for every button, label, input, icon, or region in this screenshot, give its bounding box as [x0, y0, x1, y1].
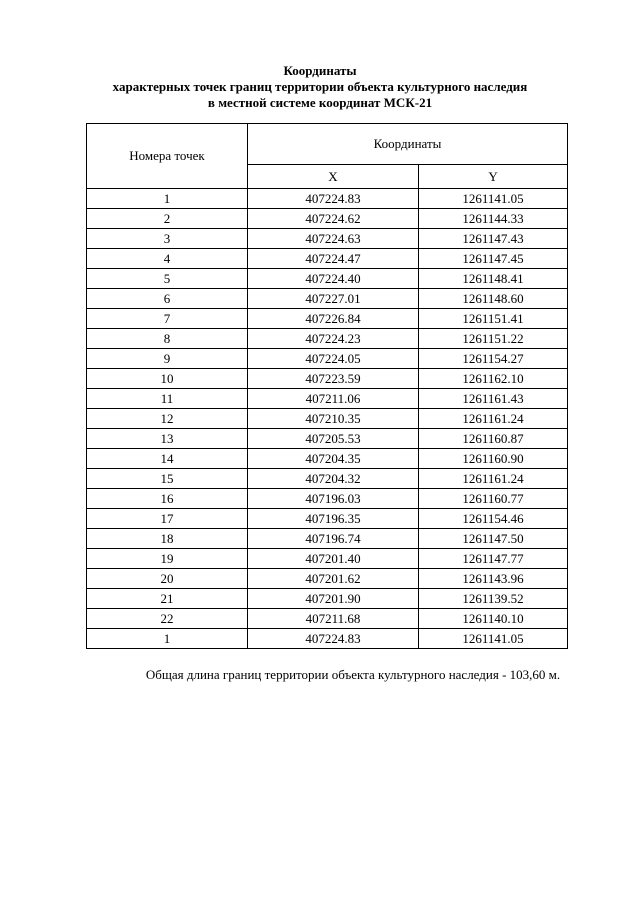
cell-y: 1261161.43: [419, 389, 568, 409]
cell-point-number: 1: [87, 629, 248, 649]
cell-x: 407201.90: [248, 589, 419, 609]
table-row: [87, 329, 568, 349]
doc-title: Координаты: [283, 63, 357, 78]
header-y: Y: [419, 165, 568, 189]
cell-x: 407224.83: [248, 629, 419, 649]
cell-point-number: 15: [87, 469, 248, 489]
cell-x: 407196.35: [248, 509, 419, 529]
cell-y: 1261147.45: [419, 249, 568, 269]
cell-x: 407224.83: [248, 189, 419, 209]
cell-point-number: 18: [87, 529, 248, 549]
cell-point-number: 16: [87, 489, 248, 509]
table-row: [87, 469, 568, 489]
cell-y: 1261162.10: [419, 369, 568, 389]
cell-x: 407210.35: [248, 409, 419, 429]
cell-point-number: 11: [87, 389, 248, 409]
cell-y: 1261141.05: [419, 189, 568, 209]
table-row: [87, 549, 568, 569]
cell-point-number: 3: [87, 229, 248, 249]
cell-x: 407196.03: [248, 489, 419, 509]
cell-point-number: 14: [87, 449, 248, 469]
table-row: [87, 609, 568, 629]
cell-y: 1261148.41: [419, 269, 568, 289]
table-row: [87, 229, 568, 249]
cell-x: 407201.62: [248, 569, 419, 589]
cell-y: 1261151.41: [419, 309, 568, 329]
table-row: [87, 189, 568, 209]
table-row: [87, 409, 568, 429]
table-row: [87, 569, 568, 589]
table-row: [87, 249, 568, 269]
table-row: [87, 349, 568, 369]
cell-point-number: 1: [87, 189, 248, 209]
cell-x: 407201.40: [248, 549, 419, 569]
cell-y: 1261154.46: [419, 509, 568, 529]
table-row: [87, 309, 568, 329]
cell-point-number: 17: [87, 509, 248, 529]
cell-x: 407205.53: [248, 429, 419, 449]
doc-subtitle-line-2: в местной системе координат МСК-21: [207, 95, 433, 110]
cell-y: 1261139.52: [419, 589, 568, 609]
table-row: [87, 289, 568, 309]
cell-y: 1261160.77: [419, 489, 568, 509]
cell-point-number: 21: [87, 589, 248, 609]
table-row: [87, 449, 568, 469]
coordinates-table: [86, 123, 568, 649]
cell-point-number: 13: [87, 429, 248, 449]
cell-x: 407224.63: [248, 229, 419, 249]
cell-x: 407204.32: [248, 469, 419, 489]
cell-x: 407211.06: [248, 389, 419, 409]
table-row: [87, 209, 568, 229]
cell-x: 407226.84: [248, 309, 419, 329]
cell-y: 1261161.24: [419, 409, 568, 429]
table-body: [87, 189, 568, 649]
cell-point-number: 8: [87, 329, 248, 349]
cell-y: 1261160.87: [419, 429, 568, 449]
cell-x: 407196.74: [248, 529, 419, 549]
cell-point-number: 5: [87, 269, 248, 289]
cell-point-number: 10: [87, 369, 248, 389]
cell-y: 1261140.10: [419, 609, 568, 629]
table-row: [87, 529, 568, 549]
cell-y: 1261148.60: [419, 289, 568, 309]
cell-point-number: 22: [87, 609, 248, 629]
header-point-numbers: Номера точек: [87, 124, 248, 189]
cell-point-number: 9: [87, 349, 248, 369]
table-row: [87, 269, 568, 289]
cell-point-number: 12: [87, 409, 248, 429]
cell-x: 407224.40: [248, 269, 419, 289]
cell-x: 407223.59: [248, 369, 419, 389]
cell-y: 1261147.50: [419, 529, 568, 549]
table-row: [87, 589, 568, 609]
table-row: [87, 629, 568, 649]
table-row: [87, 509, 568, 529]
cell-x: 407224.47: [248, 249, 419, 269]
table-row: [87, 389, 568, 409]
cell-x: 407211.68: [248, 609, 419, 629]
boundary-length-note: Общая длина границ территории объекта культурного наследия - 103,60 м.: [145, 667, 561, 682]
cell-x: 407224.05: [248, 349, 419, 369]
cell-y: 1261147.77: [419, 549, 568, 569]
cell-y: 1261143.96: [419, 569, 568, 589]
cell-y: 1261147.43: [419, 229, 568, 249]
cell-point-number: 7: [87, 309, 248, 329]
header-x: X: [248, 165, 419, 189]
cell-x: 407227.01: [248, 289, 419, 309]
cell-point-number: 6: [87, 289, 248, 309]
cell-x: 407204.35: [248, 449, 419, 469]
doc-subtitle-line-1: характерных точек границ территории объекта культурного наследия: [112, 79, 528, 94]
cell-y: 1261154.27: [419, 349, 568, 369]
header-coordinates: Координаты: [248, 124, 568, 165]
table-row: [87, 369, 568, 389]
cell-point-number: 20: [87, 569, 248, 589]
cell-y: 1261151.22: [419, 329, 568, 349]
cell-point-number: 4: [87, 249, 248, 269]
cell-point-number: 19: [87, 549, 248, 569]
cell-x: 407224.62: [248, 209, 419, 229]
cell-x: 407224.23: [248, 329, 419, 349]
table-row: [87, 489, 568, 509]
cell-y: 1261144.33: [419, 209, 568, 229]
table-row: [87, 429, 568, 449]
cell-point-number: 2: [87, 209, 248, 229]
cell-y: 1261141.05: [419, 629, 568, 649]
cell-y: 1261161.24: [419, 469, 568, 489]
cell-y: 1261160.90: [419, 449, 568, 469]
